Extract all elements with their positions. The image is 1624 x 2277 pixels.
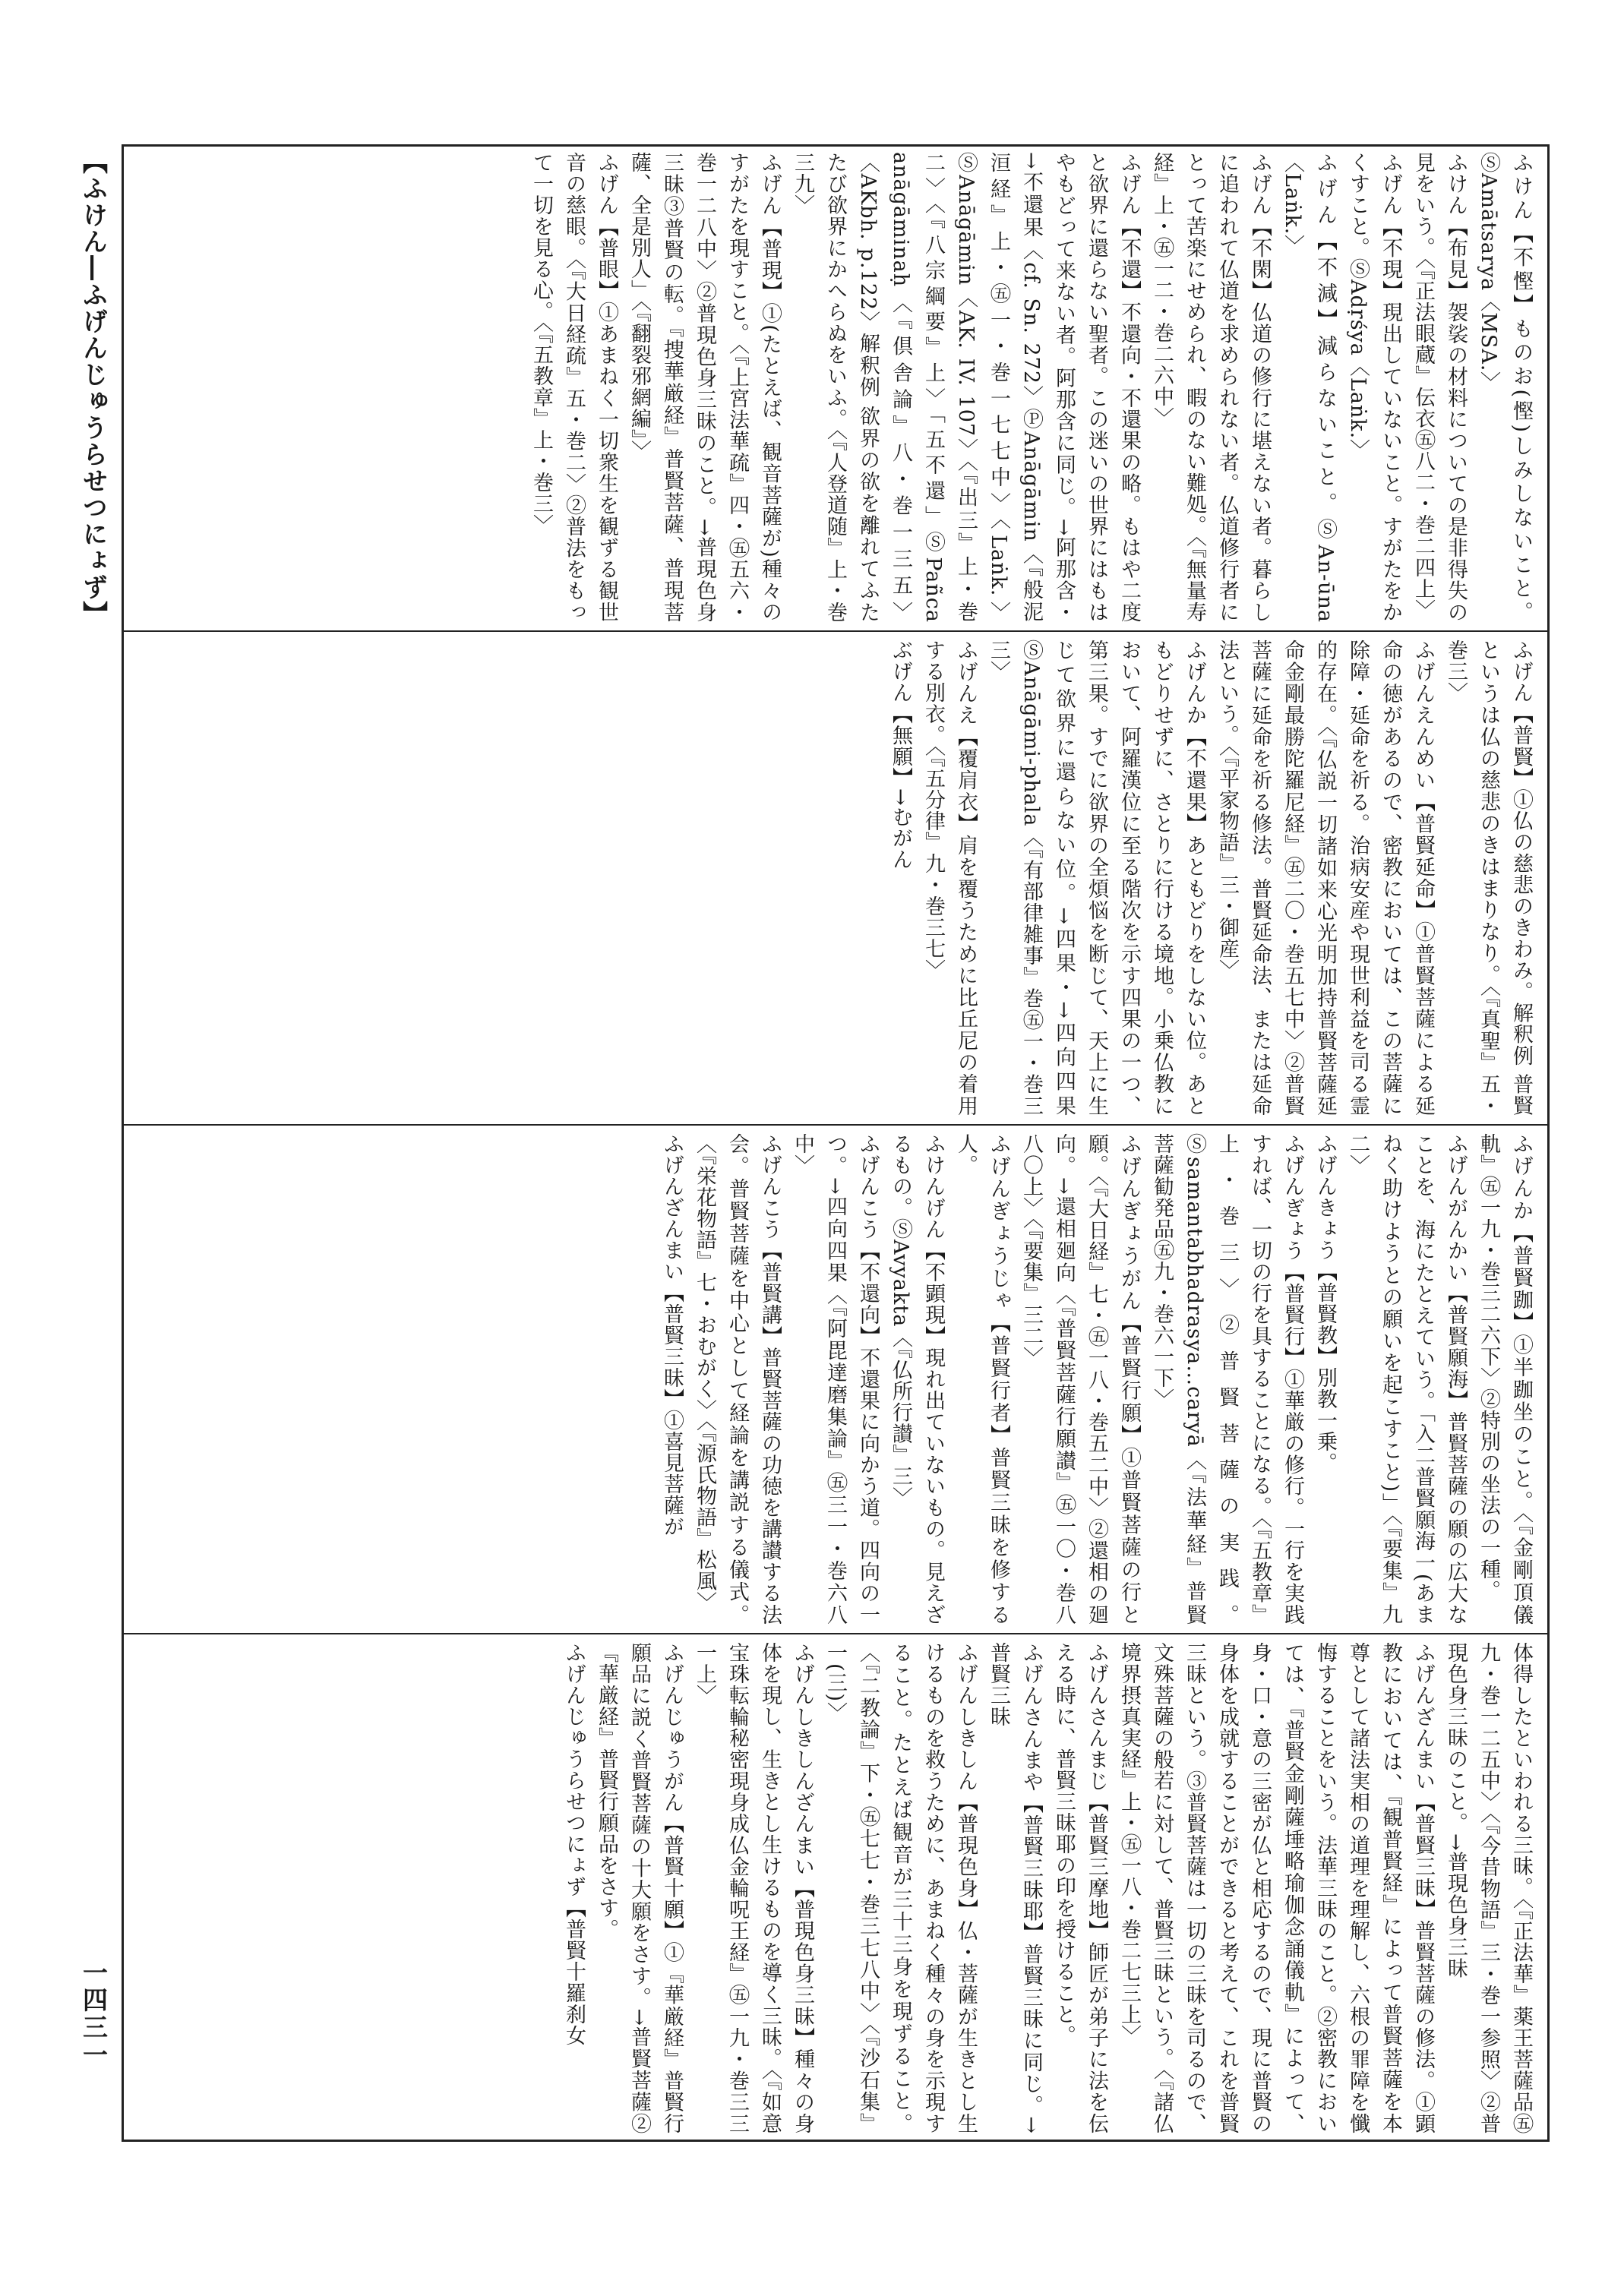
- dictionary-entry: ふげんしきしんざんまい【普現色身三昧】種々の身体を現し、生きとし生けるものを導く三昧。〈『如意宝珠転輪秘密現身成仏金輪呪王経』㊄一九・巻三三一上〉: [693, 1642, 814, 2134]
- dictionary-entry: ふげん【不閑】仏道の修行に堪えない者。暮らしに追われて仏道を求められない者。仏道修行者にとって苦楽にせめられ、暇のない難処。〈『無量寿経』上・㊄一二・巻二六中〉: [1150, 152, 1272, 623]
- dictionary-entry: ふげんしきしん【普現色身】仏・菩薩が生きとし生けるものを救うために、あまねく種々の身を示現すること。たとえば観音が三十三身を現ずること。〈『二教論』下・㊄七七・巻三七八中〉〈『沙石集』一(三)〉: [823, 1642, 978, 2134]
- dictionary-entry: ふげんえんめい【普賢延命】①普賢菩薩による延命の徳があるので、密教においては、この菩薩に除障・延命を祈る。治病安産や現世利益を司る霊的存在。〈『仏説一切諸如来心光明加持普賢菩薩延命金剛最勝陀羅尼経』㊄二〇・巻五七中〉②普賢菩薩に延命を祈る修法。普賢延命法、または延命法という。〈『平家物語』三・御産〉: [1215, 640, 1435, 1116]
- dictionary-entry: ふげん【普現】①(たとえば、観音菩薩が)種々のすがたを現すこと。〈『上宮法華疏』四・㊄五六・巻一二八中〉②普現色身三昧のこと。→普現色身三昧③普賢の転。『捜華厳経』普賢菩薩、普現菩薩、全是別人」〈『翻裂邪網編』〉: [627, 152, 782, 623]
- tier-3: [140, 1133, 1537, 1625]
- dictionary-entry: ふげんぎょう【普賢行】①華厳の修行。一行を実践すれば、一切の行を具することになる。〈『五教章』上・巻三〉②普賢菩薩の実践。Ⓢsamantabhadrasya…caryā〈『法華経』普賢菩薩勧発品㊄九・巻六一下〉: [1150, 1133, 1304, 1625]
- dictionary-entry: ふげん【不現】現出していないこと。すがたをかくすこと。ⓈAdṛśya〈Laṅk.〉: [1346, 152, 1402, 623]
- dictionary-entry: ふげんさんまや【普賢三昧耶】普賢三昧に同じ。→普賢三昧: [987, 1642, 1043, 2134]
- dictionary-entry: ふげんざんまい【普賢三昧】①喜見菩薩が: [660, 1133, 684, 1537]
- dictionary-entry: ぶげん【無願】→むがん: [889, 640, 912, 870]
- dictionary-entry: ふげんきょう【普賢教】別教一乗。: [1313, 1133, 1337, 1473]
- tier-2: [140, 640, 1537, 1116]
- dictionary-entry: ふけんげん【不顕現】現れ出ていないもの。見えざるもの。ⓈAvyakta〈『仏所行讃』三〉: [889, 1133, 945, 1625]
- dictionary-entry: ふげんぎょうじゃ【普賢行者】普賢三昧を修する人。: [954, 1133, 1010, 1625]
- tier-4: [140, 1642, 1537, 2134]
- dictionary-entry: 体得したといわれる三昧。〈『正法華』薬王菩薩品㊄九・巻一二五中〉〈『今昔物語』三・巻一参照〉②普現色身三昧のこと。→普現色身三昧: [1444, 1642, 1533, 2134]
- tier-divider: [122, 1633, 1550, 1634]
- dictionary-entry: ふげんか【不還果】あともどりをしない位。あともどりせずに、さとりに行ける境地。小乗仏教において、阿羅漢位に至る階次を示す四果の一つ、第三果。すでに欲界の全煩悩を断じて、天上に生じて欲界に還らない位。→四果・→四向四果ⓈAnāgāmi-phala〈『有部律雑事』巻㊄一・巻三三〉: [987, 640, 1206, 1116]
- dictionary-entry: ふげんがんかい【普賢願海】普賢菩薩の願の広大なことを、海にたとえていう。「入二普賢願海一(あまねく助けようとの願いを起こすこと)」〈『要集』九二〉: [1346, 1133, 1468, 1625]
- dictionary-entry: ふげんぎょうがん【普賢行願】①普賢菩薩の行と願。〈『大日経』七・㊄一八・巻五二中〉②還相の廻向。→還相廻向〈『普賢菩薩行願讃』㊄一〇・巻八八〇上〉〈『要集』三二〉: [1019, 1133, 1141, 1625]
- dictionary-entry: ふけん【布見】袈裟の材料についての是非得失の見をいう。〈『正法眼蔵』伝衣㊄八二・巻二四上〉: [1411, 152, 1468, 623]
- dictionary-entry: ふげん【不減】減らないこと。ⓈAn-ūna〈Laṅk.〉: [1281, 152, 1337, 623]
- dictionary-entry: ふげんさんまじ【普賢三摩地】師匠が弟子に法を伝える時に、普賢三昧耶の印を授けること。: [1052, 1642, 1108, 2134]
- dictionary-entry: ふげんじゅうがん【普賢十願】①『華厳経』普賢行願品に説く普賢菩薩の十大願をさす。→普賢菩薩②『華厳経』普賢行願品をさす。: [595, 1642, 684, 2134]
- dictionary-entry: ふげんこう【普賢講】普賢菩薩の功徳を講讃する法会。普賢菩薩を中心として経論を講説する儀式。〈『栄花物語』七・おむがく〉〈『源氏物語』松風〉: [693, 1133, 782, 1625]
- tier-1: [140, 152, 1537, 623]
- dictionary-entry: ふげん【普眼】①あまねく一切衆生を観ずる観世音の慈眼。〈『大日経疏』五・巻二〉②普法をもって一切を見る心。〈『五教章』上・巻三〉: [529, 152, 618, 623]
- tier-divider: [122, 630, 1550, 632]
- dictionary-entry: ふげんえ【覆肩衣】肩を覆うために比丘尼の着用する別衣。〈『五分律』九・巻三七〉: [921, 640, 978, 1116]
- page-number: 一四三一: [79, 1960, 109, 2069]
- dictionary-entry: ふげん【普賢】①仏の慈悲のきわみ。解釈例 普賢というは仏の慈悲のきはまりなり。〈『真聖』五・巻三〉: [1444, 640, 1533, 1116]
- dictionary-entry: ふげんこう【不還向】不還果に向かう道。四向の一つ。→四向四果〈『阿毘達磨集論』㊄三一・巻六八中〉: [791, 1133, 880, 1625]
- dictionary-entry: ふげんざんまい【普賢三昧】普賢菩薩の修法。①顕教においては、『観普賢経』によって普賢菩薩を本尊として諸法実相の道理を理解し、六根の罪障を懺悔することをいう。法華三昧のこと。②密教においては、『普賢金剛薩埵略瑜伽念誦儀軌』によって、身・口・意の三密が仏と相応するので、現に普賢の身体を成就することができると考えて、これを普賢三昧という。③普賢菩薩は一切の三昧を司るので、文殊菩薩の般若に対して、普賢三昧という。〈『諸仏境界摂真実経』上・㊄一八・巻二七三上〉: [1117, 1642, 1435, 2134]
- dictionary-entry: ふけん【不慳】ものお(慳)しみしないこと。ⓈAmātsarya〈MSA.〉: [1477, 152, 1533, 623]
- dictionary-entry: ふげんじゅうらせつにょず【普賢十羅刹女: [562, 1642, 586, 2046]
- tier-divider: [122, 1124, 1550, 1126]
- running-head: 【ふけん―ふげんじゅうらせつにょず】: [79, 149, 109, 627]
- dictionary-entry: ふげんか【普賢跏】①半跏坐のこと。〈『金剛頂儀軌』㊄一九・巻三二六下〉②特別の坐法の一種。: [1477, 1133, 1533, 1625]
- dictionary-entry: ふげん【不還】不還向・不還果の略。もはや二度と欲界に還らない聖者。この迷いの世界にはもはやもどって来ない者。阿那含に同じ。→阿那含・→不還果〈cf. Sn. 272〉ⓅAnāgāmin〈『般泥洹経』上・㊄一・巻一七七中〉〈Laṅk.〉ⓈAnāgāmin〈AK. IV. 107〉〈『出三』上・巻二〉〈『八宗綱要』上〉「五不還」ⓈPañca anāgāminaḥ〈『倶舎論』八・巻一三五〉〈AKbh. p.122〉解釈例 欲界の欲を離れてふたたび欲界にかへらぬをいふ。〈『人登道随』上・巻三九〉: [791, 152, 1141, 623]
